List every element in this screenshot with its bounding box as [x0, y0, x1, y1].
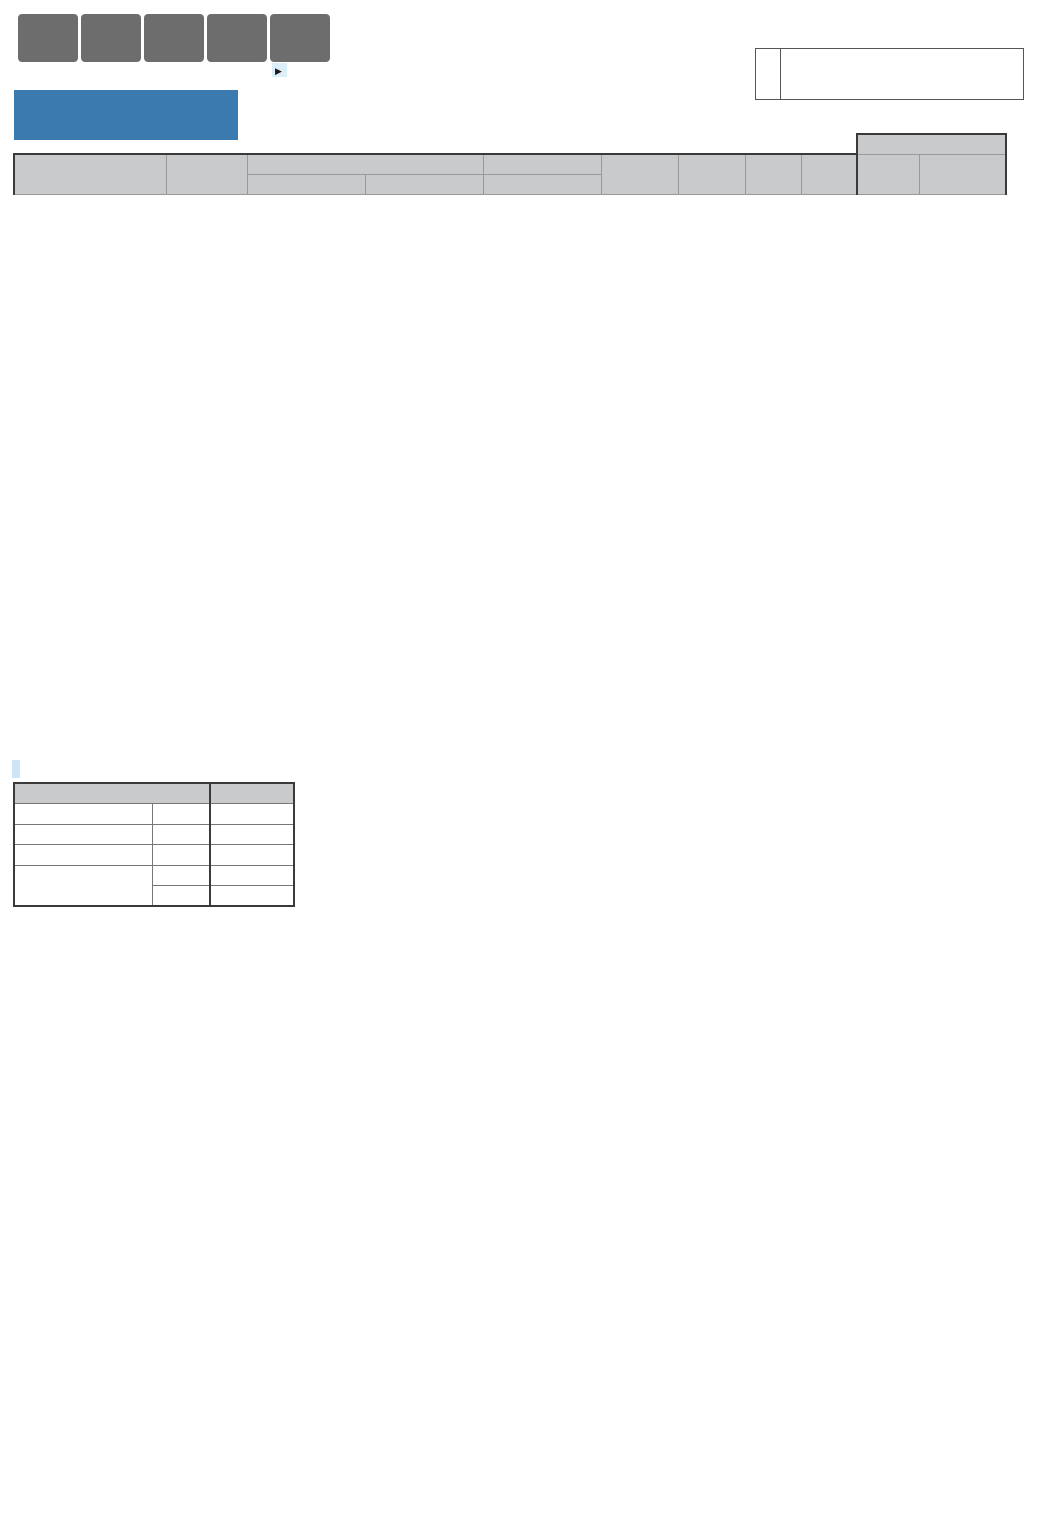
feature-badge-reversible	[81, 14, 141, 62]
option-price-table	[13, 782, 295, 907]
header-guide-rail	[919, 154, 1006, 194]
feature-page-ref-link[interactable]	[272, 63, 287, 77]
header-alumi	[247, 154, 483, 174]
header-h11	[365, 174, 483, 194]
option-row	[14, 824, 294, 845]
notice-text	[781, 49, 1023, 99]
header-type	[14, 154, 166, 194]
triangle-right-icon: ▶	[275, 67, 282, 77]
header-fold	[601, 154, 678, 194]
section-attachment	[12, 1063, 672, 1083]
option-header	[14, 783, 210, 804]
feature-badge-parent-child	[144, 14, 204, 62]
feature-badge-rod-key-lock	[207, 14, 267, 62]
guide-rail-page-ref-link[interactable]	[12, 760, 20, 778]
option-row	[14, 845, 294, 866]
feature-badges	[18, 14, 330, 62]
notice-box	[755, 48, 1024, 100]
header-option	[857, 134, 1006, 154]
notice-label	[756, 49, 781, 99]
section-binding-band	[12, 983, 672, 1003]
header-anti-topple	[857, 154, 919, 194]
price-table	[13, 133, 1007, 195]
option-row	[14, 865, 294, 886]
feature-badge-corner-install	[270, 14, 330, 62]
section-anti-topple	[12, 922, 672, 942]
header-name	[166, 154, 247, 194]
guide-rail-note	[12, 760, 20, 778]
feature-badge-caster	[18, 14, 78, 62]
header-width-sub	[483, 174, 601, 194]
option-row	[14, 804, 294, 825]
header-bars	[678, 154, 745, 194]
header-casters	[801, 154, 857, 194]
header-locks	[745, 154, 801, 194]
header-width	[483, 154, 601, 174]
price-header	[210, 783, 294, 804]
section-anchor	[12, 1023, 672, 1043]
header-h10	[247, 174, 365, 194]
